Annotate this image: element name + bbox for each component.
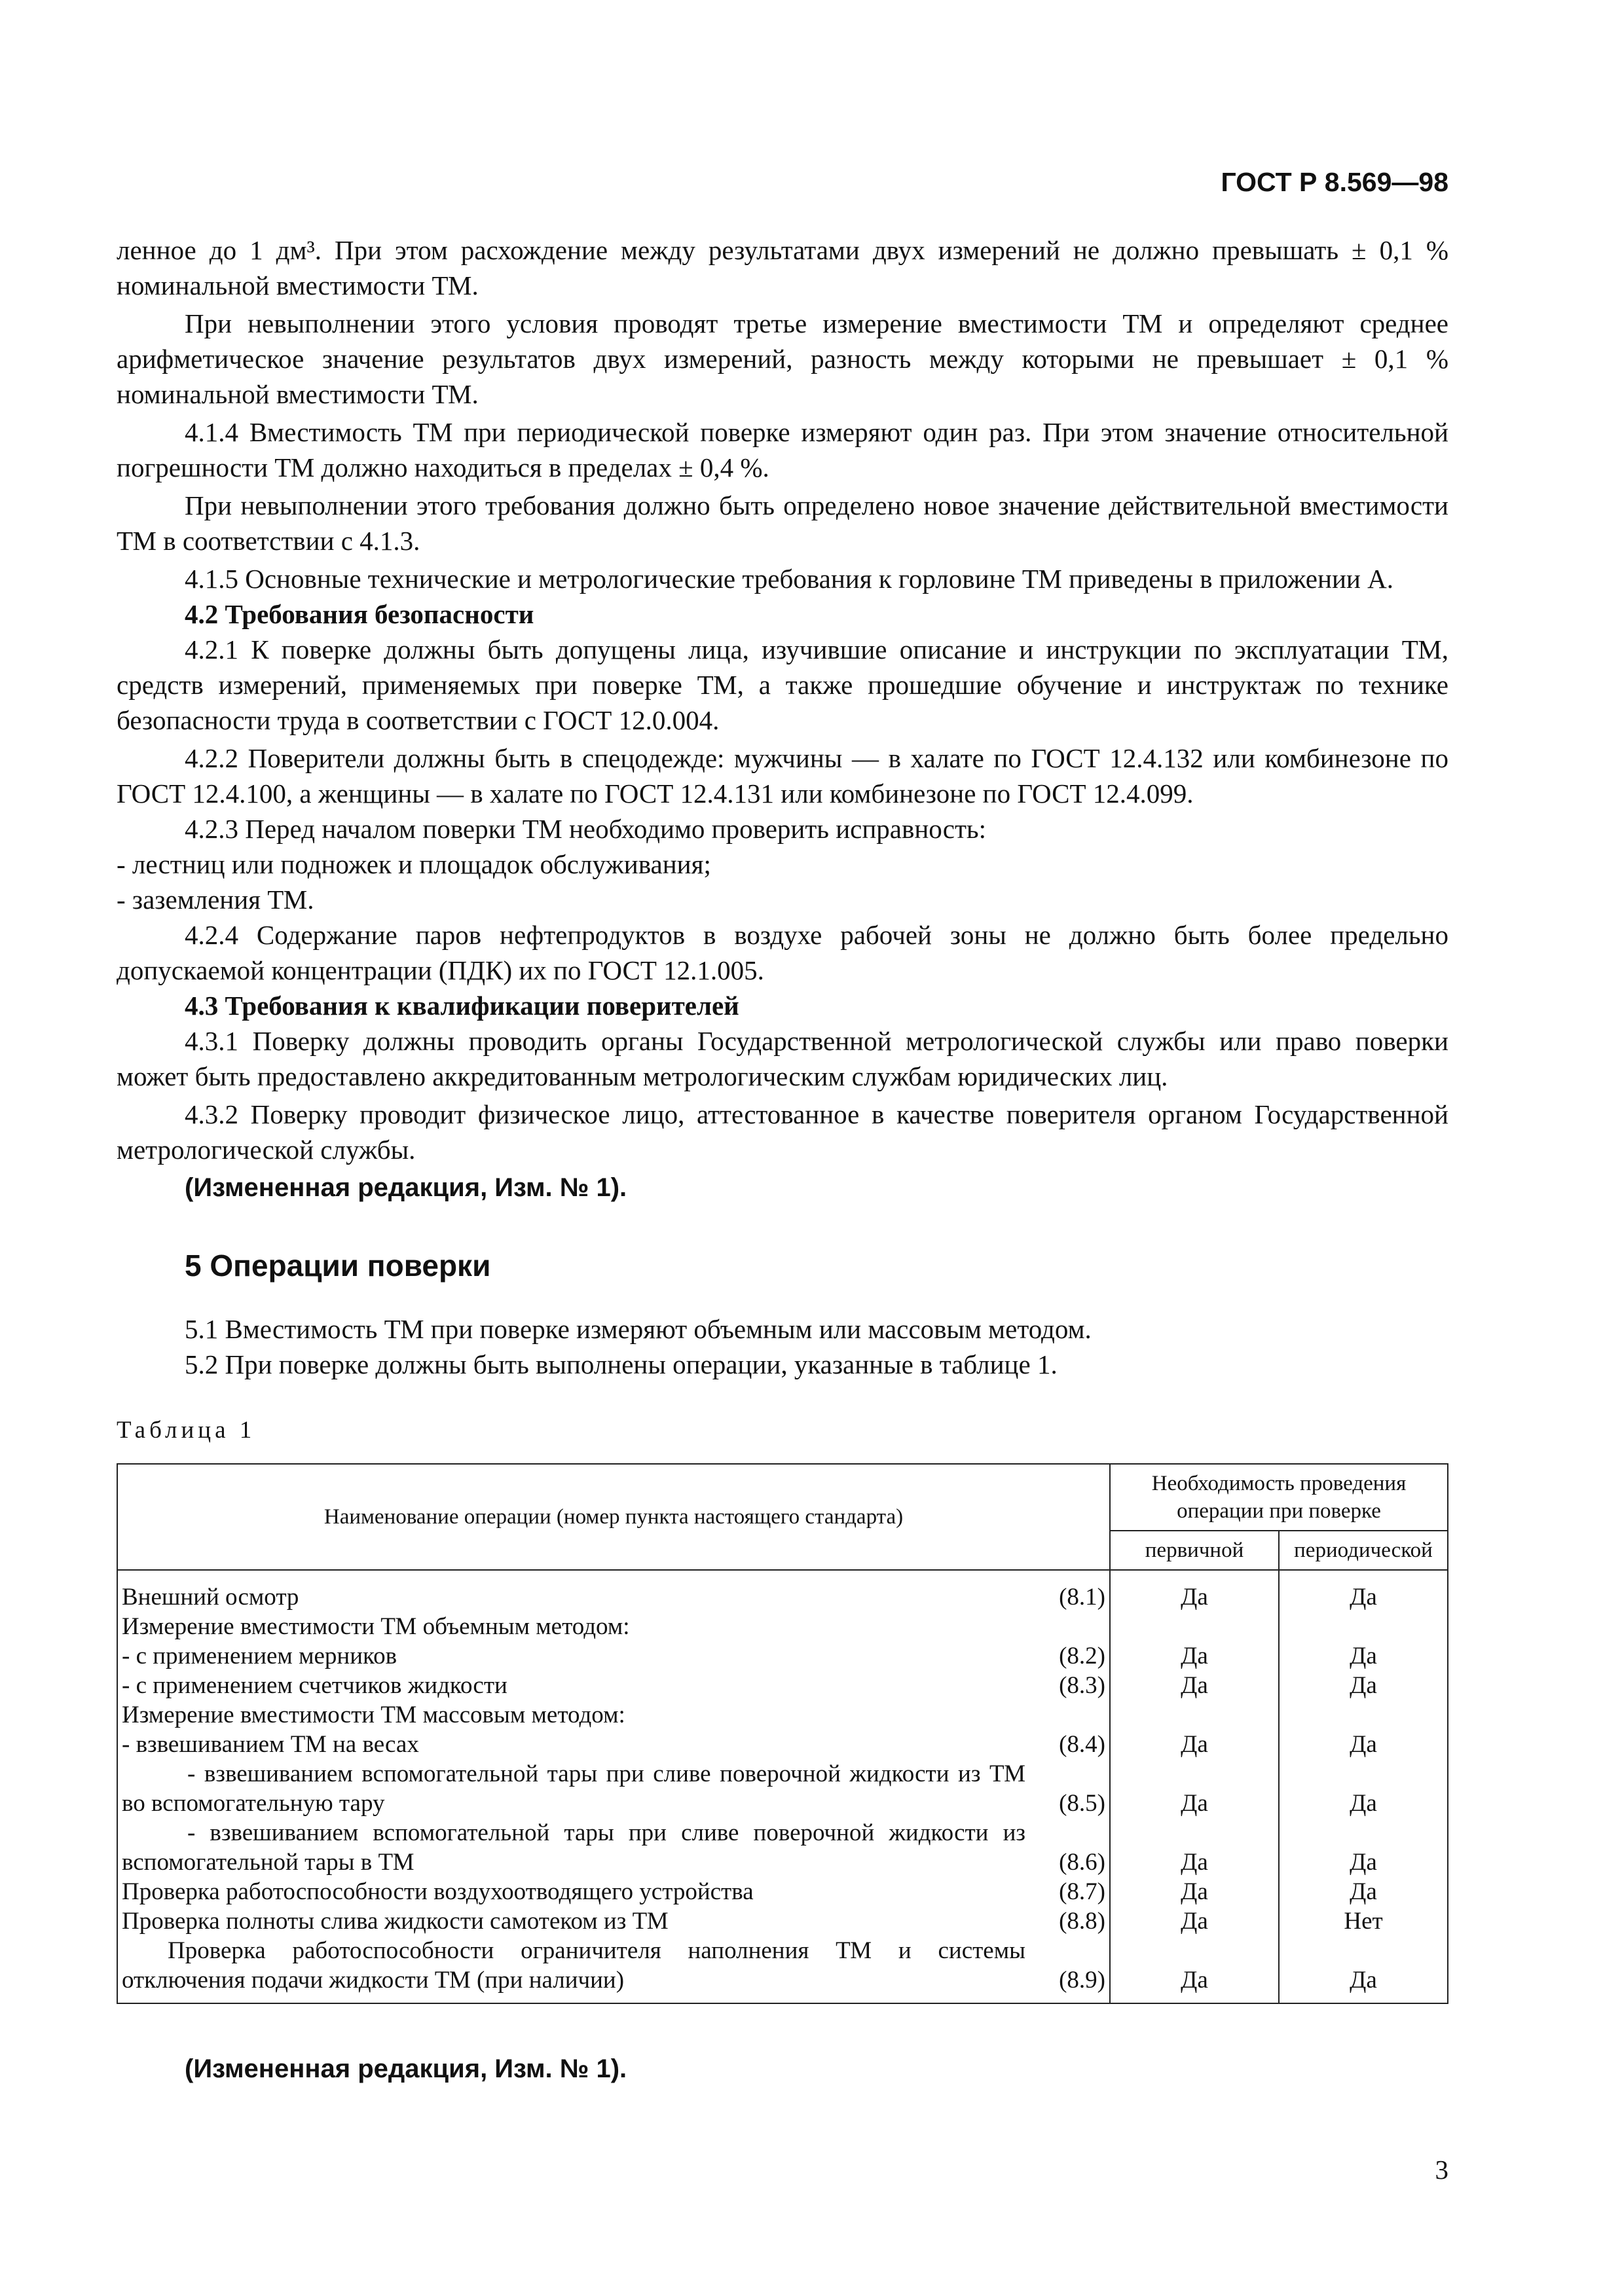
- operation-name: Проверка работоспособности воздухоотводящего устройства: [117, 1877, 1029, 1906]
- periodic-cell: Да: [1279, 1877, 1448, 1906]
- operation-name: Измерение вместимости ТМ объемным методом:: [117, 1612, 1029, 1641]
- paragraph: При невыполнении этого условия проводят третье измерение вместимости ТМ и определяют среднее арифметическое значение результатов двух измерений, разность между которыми не превышает ± 0,1 % номинальной вместимости ТМ.: [117, 308, 1448, 409]
- standard-code: ГОСТ Р 8.569—98: [1221, 167, 1448, 197]
- operation-name: - с применением счетчиков жидкости: [117, 1671, 1029, 1700]
- table-row: [117, 1730, 1448, 1759]
- periodic-cell: Нет: [1279, 1906, 1448, 1936]
- table-row: [117, 1570, 1448, 1612]
- operation-ref: (8.6): [1029, 1818, 1110, 1877]
- periodic-cell: Да: [1279, 1730, 1448, 1759]
- operation-name: Измерение вместимости ТМ массовым методом:: [117, 1700, 1029, 1730]
- amendment-note: (Измененная редакция, Изм. № 1).: [185, 2054, 627, 2083]
- paragraph: 4.1.4 Вместимость ТМ при периодической поверке измеряют один раз. При этом значение относительной погрешности ТМ должно находиться в пределах ± 0,4 %.: [117, 417, 1448, 483]
- periodic-cell: Да: [1279, 1936, 1448, 2003]
- operation-ref: (8.9): [1029, 1936, 1110, 2003]
- operation-ref: [1029, 1700, 1110, 1730]
- paragraph: 4.3.1 Поверку должны проводить органы Государственной метрологической службы или право поверки может быть предоставлено аккредитованным метрологическим службам юридических лиц.: [117, 1026, 1448, 1091]
- column-header-name: Наименование операции (номер пункта настоящего стандарта): [117, 1464, 1110, 1570]
- table-caption: Таблица 1: [117, 1417, 256, 1444]
- column-header-need: Необходимость проведения операции при поверке: [1110, 1464, 1448, 1531]
- operations-table: [117, 1463, 1448, 2004]
- column-header-primary: первичной: [1110, 1531, 1279, 1570]
- table-row: [117, 1641, 1448, 1671]
- operation-name: Внешний осмотр: [117, 1570, 1029, 1612]
- table-row: [117, 1671, 1448, 1700]
- paragraph: 4.3.2 Поверку проводит физическое лицо, аттестованное в качестве поверителя органом Государственной метрологической службы.: [117, 1099, 1448, 1165]
- primary-cell: Да: [1110, 1818, 1279, 1877]
- primary-cell: Да: [1110, 1641, 1279, 1671]
- operation-name: Проверка полноты слива жидкости самотеком из ТМ: [117, 1906, 1029, 1936]
- paragraph: 4.2.4 Содержание паров нефтепродуктов в воздухе рабочей зоны не должно быть более предельно допускаемой концентрации (ПДК) их по ГОСТ 12.1.005.: [117, 920, 1448, 985]
- primary-cell: [1110, 1700, 1279, 1730]
- primary-cell: [1110, 1612, 1279, 1641]
- page-number: 3: [1435, 2155, 1448, 2185]
- paragraph: 4.2.1 К поверке должны быть допущены лица, изучившие описание и инструкции по эксплуатации ТМ, средств измерений, применяемых при поверке ТМ, а также прошедшие обучение и инструктаж по технике безопасности труда в соответствии с ГОСТ 12.0.004.: [117, 634, 1448, 735]
- section-heading-5: 5 Операции поверки: [185, 1248, 491, 1283]
- paragraph: 4.2.2 Поверители должны быть в спецодежде: мужчины — в халате по ГОСТ 12.4.132 или комбинезоне по ГОСТ 12.4.100, а женщины — в халате по ГОСТ 12.4.131 или комбинезоне по ГОСТ 12.4.099.: [117, 743, 1448, 809]
- paragraph: 5.2 При поверке должны быть выполнены операции, указанные в таблице 1.: [185, 1349, 1058, 1379]
- paragraph: ленное до 1 дм³. При этом расхождение между результатами двух измерений не должно превышать ± 0,1 % номинальной вместимости ТМ.: [117, 235, 1448, 301]
- periodic-cell: Да: [1279, 1570, 1448, 1612]
- operation-name: - взвешиванием ТМ на весах: [117, 1730, 1029, 1759]
- table-row: [117, 1612, 1448, 1641]
- table-row: [117, 1877, 1448, 1906]
- table-row: [117, 1700, 1448, 1730]
- list-item: - лестниц или подножек и площадок обслуживания;: [117, 849, 711, 879]
- primary-cell: Да: [1110, 1906, 1279, 1936]
- operation-ref: (8.2): [1029, 1641, 1110, 1671]
- section-heading-4-2: 4.2 Требования безопасности: [185, 599, 534, 629]
- page-body: [117, 232, 1448, 2086]
- paragraph: 4.2.3 Перед началом поверки ТМ необходимо проверить исправность:: [185, 814, 987, 844]
- operation-ref: (8.3): [1029, 1671, 1110, 1700]
- table-row: [117, 1759, 1448, 1818]
- primary-cell: Да: [1110, 1877, 1279, 1906]
- operation-name: - взвешиванием вспомогательной тары при сливе поверочной жидкости из ТМ во вспомогательную тару: [117, 1759, 1029, 1818]
- table-row: [117, 1906, 1448, 1936]
- operation-ref: (8.8): [1029, 1906, 1110, 1936]
- periodic-cell: Да: [1279, 1759, 1448, 1818]
- column-header-periodic: периодической: [1279, 1531, 1448, 1570]
- section-heading-4-3: 4.3 Требования к квалификации поверителей: [185, 991, 739, 1021]
- operation-ref: (8.4): [1029, 1730, 1110, 1759]
- primary-cell: Да: [1110, 1730, 1279, 1759]
- paragraph: 4.1.5 Основные технические и метрологические требования к горловине ТМ приведены в приложении А.: [185, 564, 1393, 594]
- periodic-cell: Да: [1279, 1641, 1448, 1671]
- operation-name: Проверка работоспособности ограничителя наполнения ТМ и системы отключения подачи жидкости ТМ (при наличии): [117, 1936, 1029, 2003]
- periodic-cell: Да: [1279, 1818, 1448, 1877]
- paragraph: При невыполнении этого требования должно быть определено новое значение действительной вместимости ТМ в соответствии с 4.1.3.: [117, 490, 1448, 556]
- table-row: [117, 1936, 1448, 2003]
- paragraph: 5.1 Вместимость ТМ при поверке измеряют объемным или массовым методом.: [185, 1314, 1092, 1344]
- periodic-cell: [1279, 1612, 1448, 1641]
- operation-name: - взвешиванием вспомогательной тары при сливе поверочной жидкости из вспомогательной тары в ТМ: [117, 1818, 1029, 1877]
- primary-cell: Да: [1110, 1759, 1279, 1818]
- primary-cell: Да: [1110, 1936, 1279, 2003]
- periodic-cell: [1279, 1700, 1448, 1730]
- primary-cell: Да: [1110, 1570, 1279, 1612]
- operation-ref: (8.5): [1029, 1759, 1110, 1818]
- operation-ref: (8.7): [1029, 1877, 1110, 1906]
- primary-cell: Да: [1110, 1671, 1279, 1700]
- operation-name: - с применением мерников: [117, 1641, 1029, 1671]
- table-row: [117, 1818, 1448, 1877]
- periodic-cell: Да: [1279, 1671, 1448, 1700]
- operation-ref: (8.1): [1029, 1570, 1110, 1612]
- operation-ref: [1029, 1612, 1110, 1641]
- list-item: - заземления ТМ.: [117, 884, 314, 915]
- amendment-note: (Измененная редакция, Изм. № 1).: [185, 1173, 627, 1202]
